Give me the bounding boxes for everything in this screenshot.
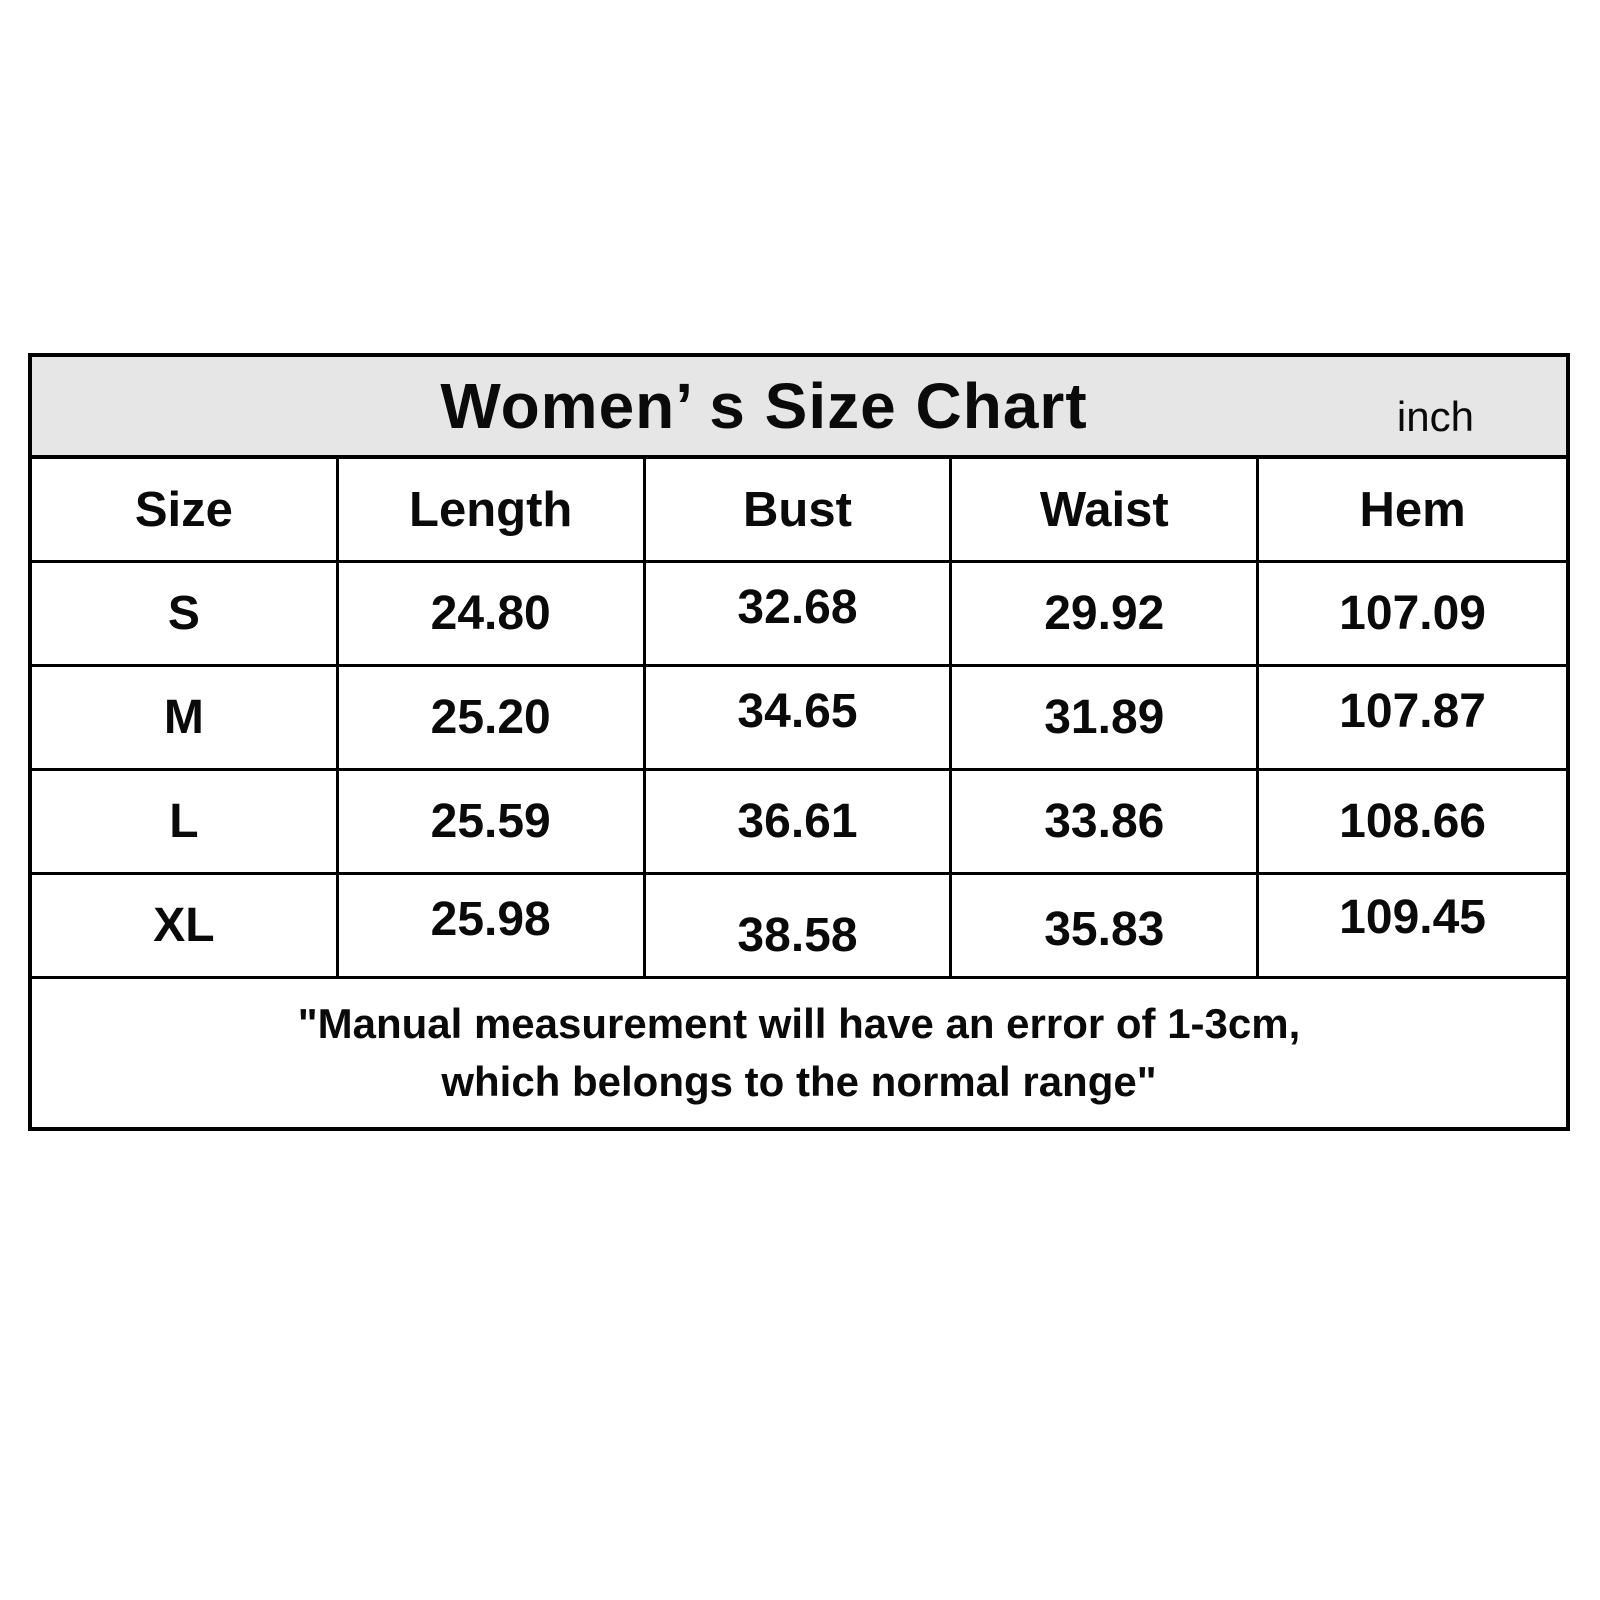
cell-m-bust — [646, 667, 953, 771]
cell-xl-hem — [1259, 875, 1566, 979]
row-label-xl: XL — [32, 875, 339, 979]
measurement-note — [32, 979, 1566, 1127]
column-header-hem: Hem — [1259, 459, 1566, 563]
cell-s-bust — [646, 563, 953, 667]
cell-xl-waist — [952, 875, 1259, 979]
cell-value: 109.45 — [1339, 891, 1486, 944]
womens-size-chart-table — [28, 353, 1570, 1131]
page-title: Women’ s Size Chart — [440, 370, 1088, 442]
cell-xl-bust — [646, 875, 953, 979]
cell-s-length: 24.80 — [339, 563, 646, 667]
note-line-1: "Manual measurement will have an error of 1-3cm, — [297, 1000, 1301, 1048]
cell-s-waist: 29.92 — [952, 563, 1259, 667]
cell-value: 38.58 — [737, 909, 858, 962]
cell-value: 107.87 — [1339, 685, 1486, 738]
column-header-length: Length — [339, 459, 646, 563]
title-bar — [32, 357, 1566, 459]
cell-value: 35.83 — [1044, 903, 1165, 956]
column-header-size: Size — [32, 459, 339, 563]
column-header-bust: Bust — [646, 459, 953, 563]
row-label-m: M — [32, 667, 339, 771]
cell-s-hem: 107.09 — [1259, 563, 1566, 667]
row-label-l: L — [32, 771, 339, 875]
cell-l-waist: 33.86 — [952, 771, 1259, 875]
cell-value: 34.65 — [737, 685, 858, 738]
cell-l-bust: 36.61 — [646, 771, 953, 875]
unit-label: inch — [1396, 393, 1474, 440]
note-line-2: which belongs to the normal range" — [441, 1058, 1157, 1105]
column-header-waist: Waist — [952, 459, 1259, 563]
cell-m-hem — [1259, 667, 1566, 771]
cell-value: 25.98 — [430, 893, 551, 946]
cell-m-length: 25.20 — [339, 667, 646, 771]
cell-xl-length — [339, 875, 646, 979]
cell-l-length: 25.59 — [339, 771, 646, 875]
cell-m-waist: 31.89 — [952, 667, 1259, 771]
cell-l-hem: 108.66 — [1259, 771, 1566, 875]
cell-value: 32.68 — [737, 581, 858, 634]
row-label-s: S — [32, 563, 339, 667]
